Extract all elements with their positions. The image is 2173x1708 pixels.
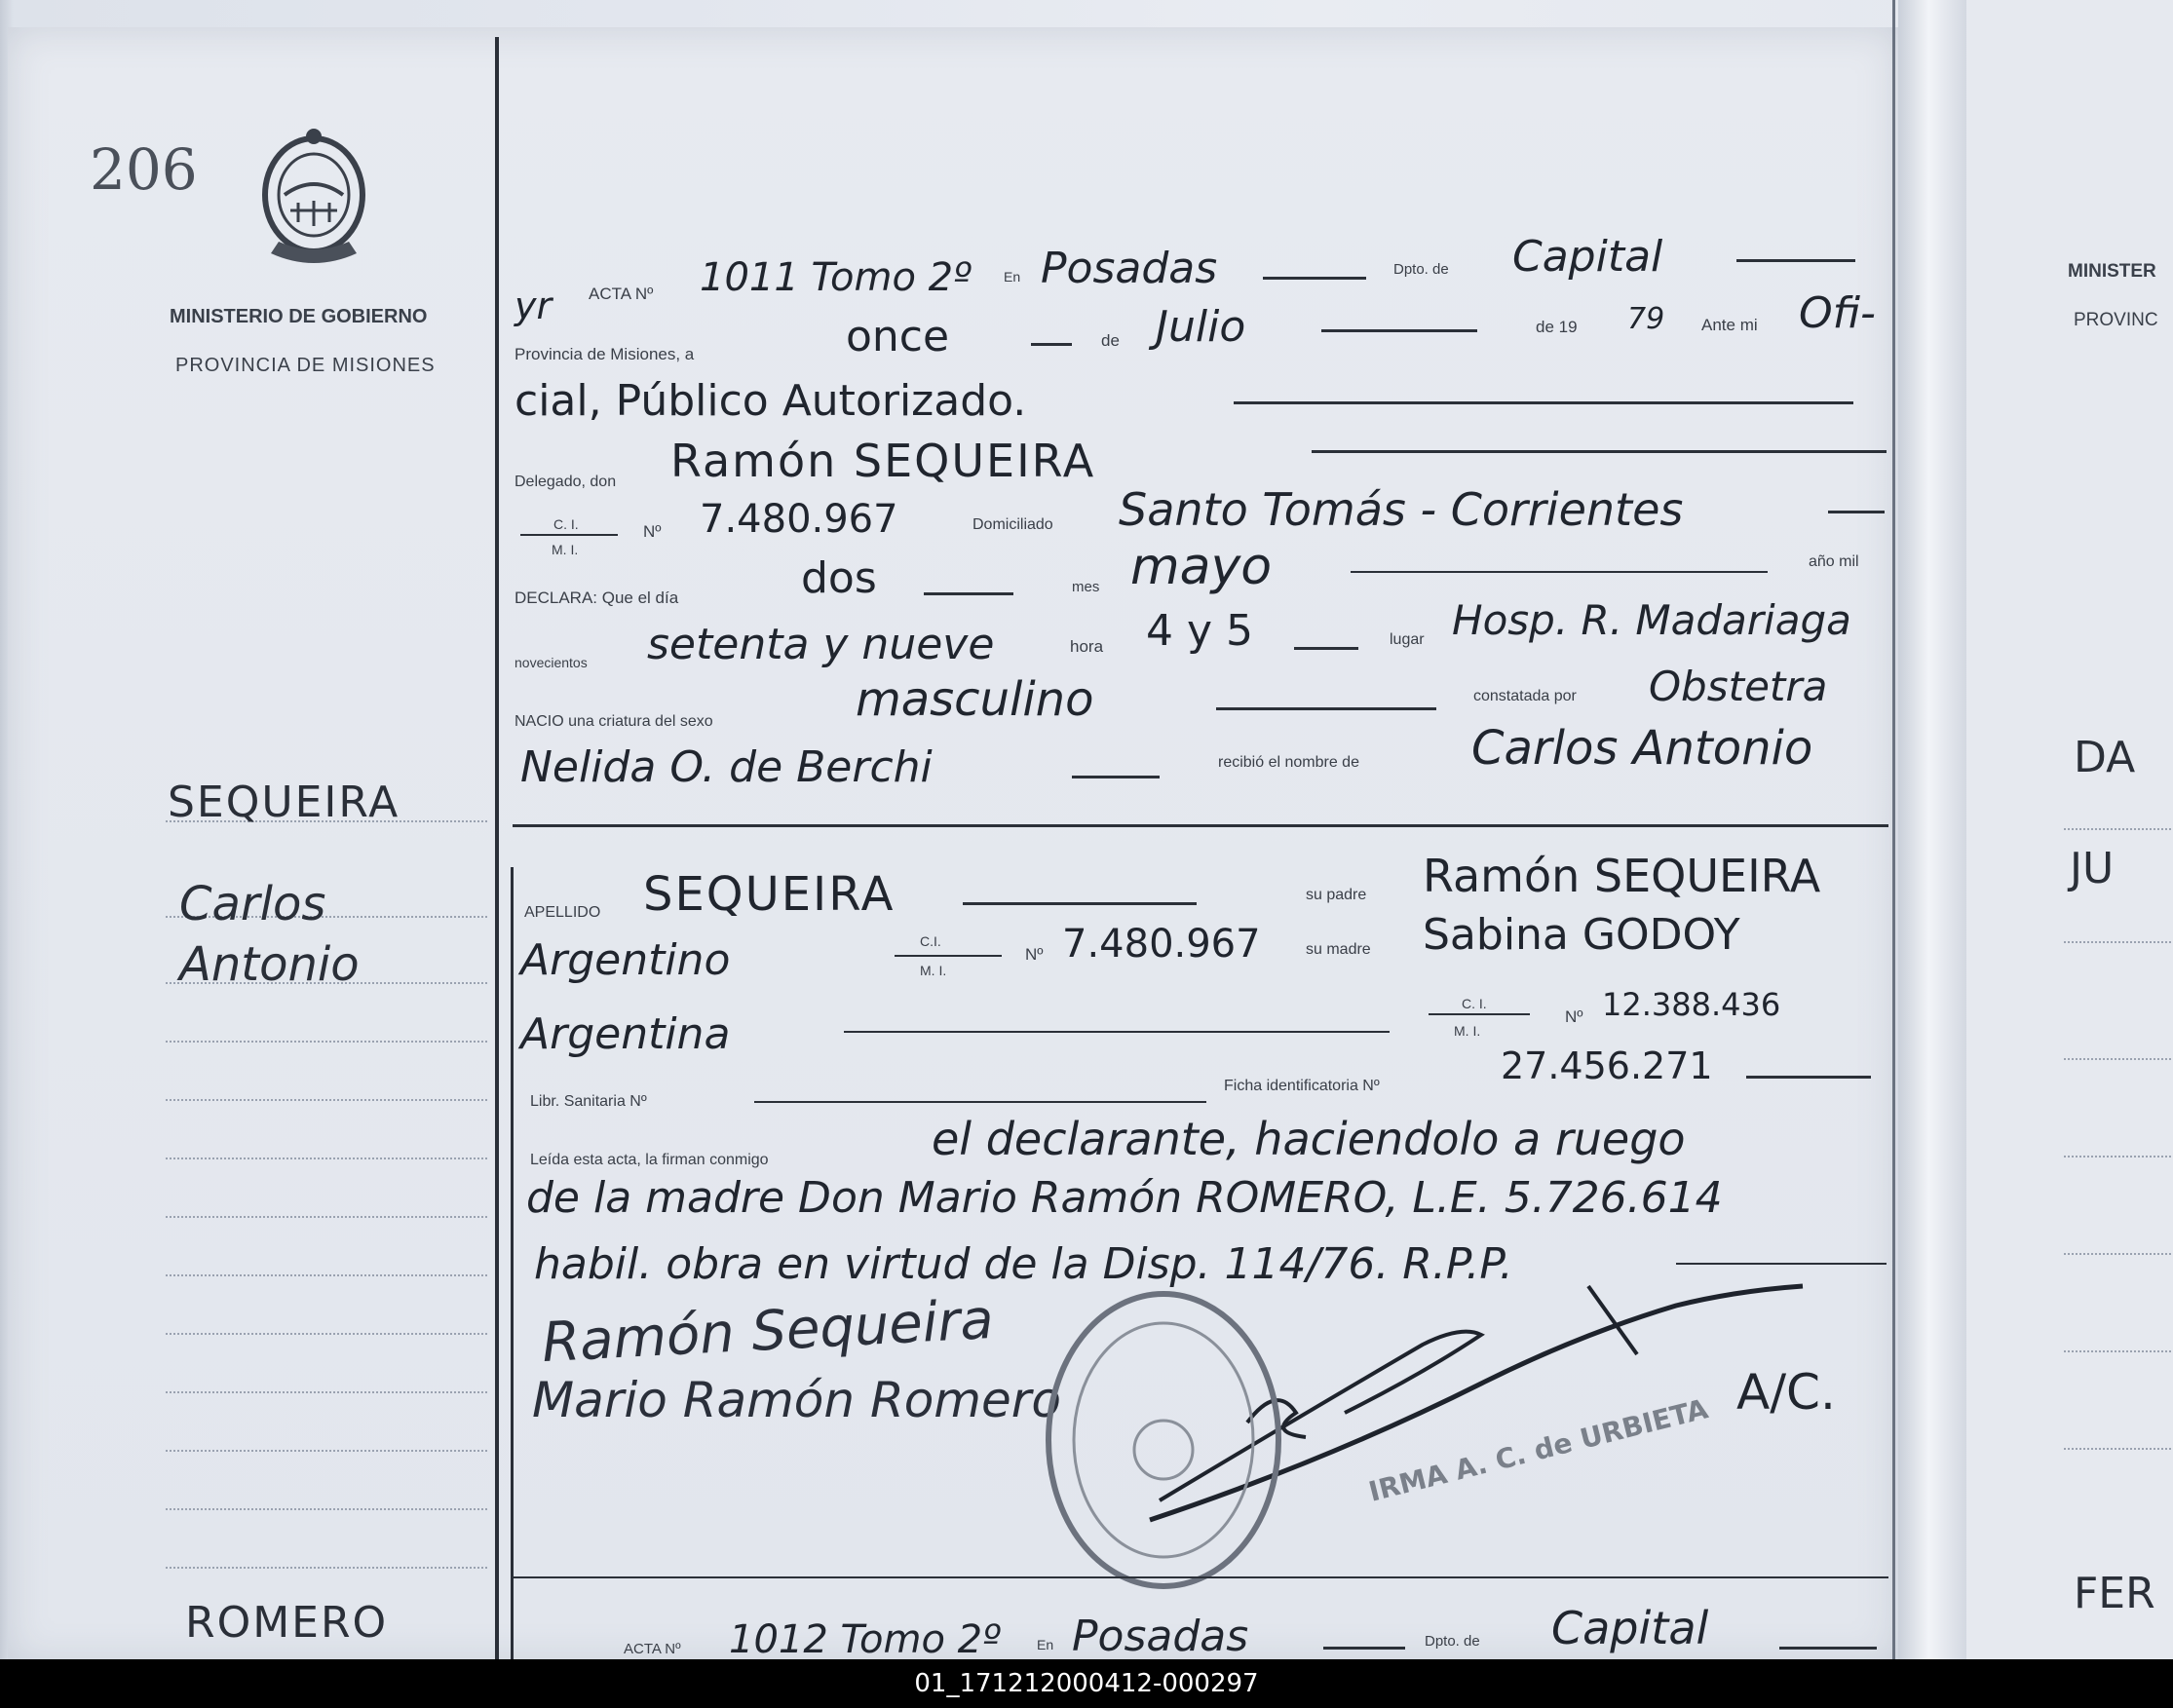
sexo-value: masculino bbox=[856, 672, 1094, 727]
ci-label: C. I. bbox=[1462, 996, 1487, 1011]
madre-label: su madre bbox=[1306, 941, 1371, 958]
hora-value: 4 y 5 bbox=[1146, 606, 1253, 656]
fraction-line bbox=[1429, 1013, 1530, 1015]
margin-line bbox=[166, 1216, 487, 1218]
section-divider bbox=[513, 1576, 1888, 1578]
right-ministry: MINISTER bbox=[2068, 261, 2156, 282]
fill-line bbox=[1779, 1647, 1877, 1650]
ci-label: C.I. bbox=[920, 933, 941, 949]
fill-line bbox=[1263, 277, 1366, 280]
hora-label: hora bbox=[1070, 637, 1104, 656]
province-title: PROVINCIA DE MISIONES bbox=[175, 355, 436, 376]
margin-given-name: Carlos bbox=[179, 877, 326, 931]
fill-line bbox=[1736, 259, 1855, 262]
right-margin-line bbox=[2064, 1156, 2171, 1158]
fill-line bbox=[1351, 571, 1768, 573]
record-right-border bbox=[1892, 0, 1895, 1659]
dpto-value: Capital bbox=[1512, 232, 1663, 282]
dpto-label: Dpto. de bbox=[1393, 261, 1449, 278]
madre-id: 12.388.436 bbox=[1602, 986, 1781, 1023]
fill-line bbox=[754, 1101, 1206, 1103]
margin-line bbox=[166, 1333, 487, 1335]
fill-line bbox=[844, 1031, 1390, 1033]
margin-column-line bbox=[495, 37, 499, 1659]
margin-line bbox=[166, 1391, 487, 1393]
constatada-label: constatada por bbox=[1473, 688, 1577, 704]
signature-witness: Mario Ramón Romero bbox=[532, 1372, 1061, 1428]
fill-line bbox=[1234, 401, 1853, 404]
coat-of-arms-icon bbox=[251, 125, 376, 281]
birth-month: mayo bbox=[1130, 538, 1273, 596]
lugar-label: lugar bbox=[1390, 631, 1425, 648]
ficha-value: 27.456.271 bbox=[1501, 1044, 1713, 1087]
margin-next-surname: ROMERO bbox=[185, 1598, 389, 1648]
firma-text: el declarante, haciendolo a ruego bbox=[932, 1113, 1686, 1165]
section-divider bbox=[513, 824, 1888, 827]
declarant-value: Ramón SEQUEIRA bbox=[670, 435, 1096, 487]
no-label: Nº bbox=[643, 522, 662, 541]
right-margin-line bbox=[2064, 1058, 2171, 1060]
nombre-value: Carlos Antonio bbox=[1471, 721, 1813, 776]
right-fragment: FER bbox=[2074, 1569, 2155, 1618]
padre-id: 7.480.967 bbox=[1062, 922, 1261, 967]
fill-line bbox=[1072, 776, 1160, 778]
acta-value: 1011 Tomo 2º bbox=[700, 255, 972, 300]
leida-label: Leída esta acta, la firman conmigo bbox=[530, 1152, 769, 1168]
page-number: 206 bbox=[90, 136, 198, 203]
margin-given-name: Antonio bbox=[179, 937, 360, 992]
year-label: de 19 bbox=[1536, 318, 1578, 336]
fill-line bbox=[963, 902, 1197, 905]
padre-nationality: Argentino bbox=[520, 935, 731, 985]
official-value: cial, Público Autorizado. bbox=[515, 376, 1027, 426]
margin-line bbox=[166, 1099, 487, 1101]
ficha-label: Ficha identificatoria Nº bbox=[1224, 1078, 1380, 1094]
libreta-label: Libr. Sanitaria Nº bbox=[530, 1093, 647, 1110]
ministry-title: MINISTERIO DE GOBIERNO bbox=[170, 306, 428, 327]
domicilio-value: Santo Tomás - Corrientes bbox=[1119, 483, 1684, 536]
declara-label: DECLARA: Que el día bbox=[515, 588, 679, 607]
birth-day: dos bbox=[801, 553, 877, 603]
fill-line bbox=[1828, 511, 1885, 513]
next-acta-value: 1012 Tomo 2º bbox=[729, 1617, 1001, 1659]
fill-line bbox=[1294, 647, 1358, 650]
en-label: En bbox=[1004, 269, 1021, 285]
signature-declarant: Ramón Sequeira bbox=[540, 1287, 996, 1376]
next-dpto-value: Capital bbox=[1551, 1602, 1709, 1654]
mes-label: mes bbox=[1072, 579, 1100, 595]
day-value: once bbox=[846, 312, 950, 361]
ci-label: C. I. bbox=[553, 516, 579, 532]
novecientos-label: novecientos bbox=[515, 655, 588, 670]
no-label: Nº bbox=[1025, 945, 1044, 964]
domicilio-label: Domiciliado bbox=[972, 516, 1053, 533]
nacio-label: NACIO una criatura del sexo bbox=[515, 713, 713, 730]
provincia-label: Provincia de Misiones, a bbox=[515, 345, 695, 363]
right-fragment: DA bbox=[2074, 733, 2136, 782]
fill-line bbox=[1323, 1647, 1405, 1650]
delegado-label: Delegado, don bbox=[515, 474, 617, 490]
madre-nationality: Argentina bbox=[520, 1009, 731, 1059]
padre-value: Ramón SEQUEIRA bbox=[1423, 850, 1821, 902]
right-margin-line bbox=[2064, 941, 2171, 943]
fill-line bbox=[1312, 450, 1887, 453]
mi-label: M. I. bbox=[1454, 1023, 1481, 1039]
lugar-value: Hosp. R. Madariaga bbox=[1452, 596, 1851, 644]
right-margin-line bbox=[2064, 1350, 2171, 1352]
constatada-value: Obstetra bbox=[1649, 663, 1828, 710]
book-gutter bbox=[1898, 0, 1966, 1659]
constatada-value: Nelida O. de Berchi bbox=[520, 742, 933, 792]
madre-value: Sabina GODOY bbox=[1423, 910, 1740, 960]
margin-line bbox=[166, 1041, 487, 1043]
image-caption: 01_171212000412-000297 bbox=[0, 1659, 2173, 1708]
fill-line bbox=[924, 592, 1013, 595]
margin-line bbox=[166, 1274, 487, 1276]
margin-surname: SEQUEIRA bbox=[168, 778, 400, 827]
fraction-line bbox=[520, 534, 618, 536]
official-name-stamp: IRMA A. C. de URBIETA bbox=[1365, 1392, 1712, 1508]
fill-line bbox=[1216, 707, 1436, 710]
fill-line bbox=[1676, 1263, 1887, 1265]
firma-text: habil. obra en virtud de la Disp. 114/76. R.P.P. bbox=[534, 1239, 1513, 1289]
firma-text: de la madre Don Mario Ramón ROMERO, L.E. 5.726.614 bbox=[526, 1173, 1723, 1223]
right-margin-line bbox=[2064, 828, 2171, 830]
apellido-label: APELLIDO bbox=[524, 904, 601, 921]
record-left-border bbox=[511, 867, 514, 1659]
anio-label: año mil bbox=[1809, 553, 1859, 570]
fill-line bbox=[1321, 329, 1477, 332]
margin-line bbox=[166, 1158, 487, 1159]
right-province: PROVINC bbox=[2074, 310, 2158, 330]
ante-label: Ante mi bbox=[1701, 316, 1758, 334]
padre-label: su padre bbox=[1306, 887, 1367, 903]
right-margin-line bbox=[2064, 1448, 2171, 1450]
fill-line bbox=[1031, 343, 1072, 346]
no-label: Nº bbox=[1565, 1007, 1583, 1026]
right-fragment: JU bbox=[2070, 844, 2115, 893]
year-value: 79 bbox=[1627, 302, 1665, 336]
dpto-label: Dpto. de bbox=[1425, 1633, 1480, 1650]
birth-year: setenta y nueve bbox=[647, 620, 995, 669]
right-margin-line bbox=[2064, 1253, 2171, 1255]
month-value: Julio bbox=[1156, 302, 1246, 352]
declarant-id: 7.480.967 bbox=[700, 497, 898, 542]
mi-label: M. I. bbox=[920, 963, 947, 978]
official-value: Ofi- bbox=[1799, 288, 1876, 338]
next-city-value: Posadas bbox=[1072, 1612, 1249, 1659]
fraction-line bbox=[895, 955, 1002, 957]
round-seal-stamp bbox=[1037, 1284, 1290, 1596]
margin-line bbox=[166, 1450, 487, 1452]
fill-line bbox=[1746, 1076, 1871, 1079]
en-label: En bbox=[1037, 1637, 1054, 1652]
city-value: Posadas bbox=[1041, 244, 1218, 293]
acta-label: ACTA Nº bbox=[589, 285, 654, 303]
de-label: de bbox=[1101, 331, 1120, 350]
signature-ac: A/C. bbox=[1736, 1364, 1836, 1421]
mi-label: M. I. bbox=[552, 542, 579, 557]
recibio-label: recibió el nombre de bbox=[1218, 754, 1359, 771]
margin-line bbox=[166, 1567, 487, 1569]
prefix-initials: yr bbox=[515, 285, 553, 327]
acta-label: ACTA Nº bbox=[624, 1641, 681, 1657]
margin-line bbox=[166, 1508, 487, 1510]
apellido-value: SEQUEIRA bbox=[643, 867, 896, 922]
